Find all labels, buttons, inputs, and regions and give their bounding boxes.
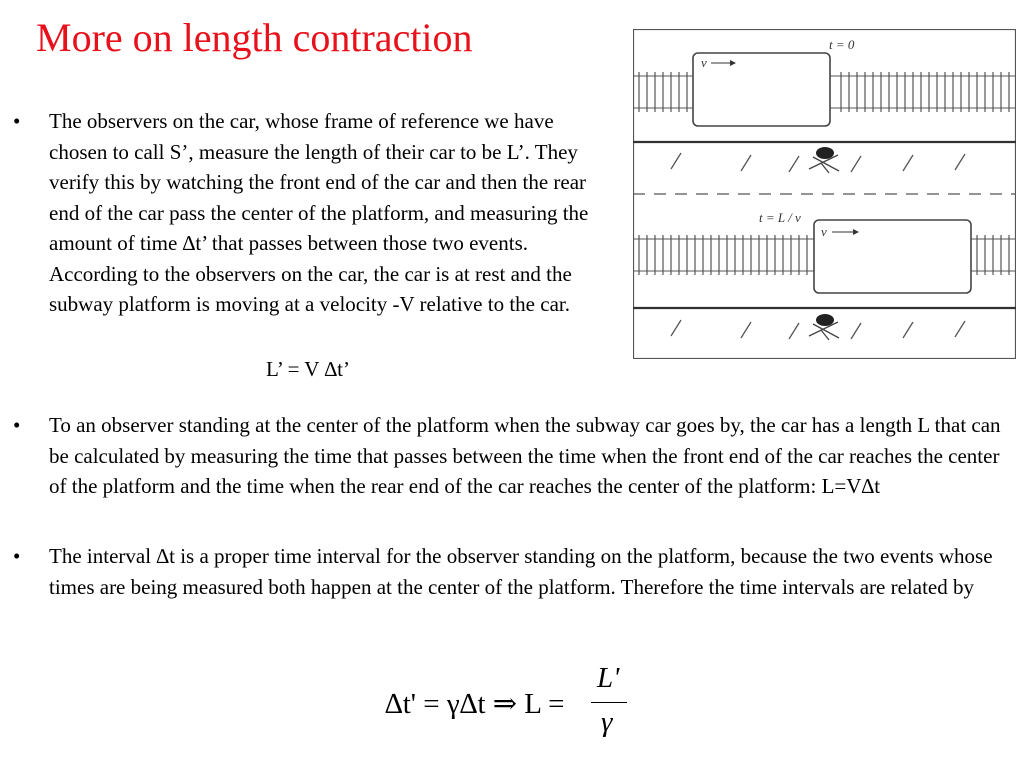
formula-lhs: ∆t' = γ∆t ⇒ L = [385, 688, 565, 720]
formula-denominator: γ [601, 706, 613, 738]
bullet-proper-time [13, 541, 1014, 602]
bullet-marker: • [13, 413, 21, 437]
subway-car [814, 220, 971, 293]
time-label-t0: t = 0 [829, 37, 855, 52]
time-label-t-lv: t = L / v [759, 210, 801, 225]
bullet-text: The observers on the car, whose frame of reference we have chosen to call S’, measure the length of their car to be L’. They verify this by watching the front end of the car and then the rear end of the car pass the center of the platform, and measuring the amount of time ∆t’ that passes between those two events. According to the observers on the car, the car is at rest and the subway platform is moving at a velocity -V relative to the car. [49, 109, 589, 316]
length-contraction-formula [385, 662, 635, 747]
bullet-text: The interval ∆t is a proper time interval for the observer standing on the platform, because the two events whose times are being measured both happen at the center of the platform. Therefore the time intervals are related by [49, 544, 993, 599]
fraction-bar [591, 702, 627, 703]
subway-diagram [633, 29, 1016, 359]
velocity-label: v [821, 224, 827, 239]
bullet-marker: • [13, 109, 21, 133]
formula-numerator: L' [597, 662, 620, 694]
bullet-text: To an observer standing at the center of the platform when the subway car goes by, the car has a length L that can be calculated by measuring the time that passes between the time when the front end of the car reaches the center of the platform and the time when the rear end of the car reaches the center of the platform: L=V∆t [49, 413, 1001, 498]
subway-car [693, 53, 830, 126]
bullet-platform-observer [13, 410, 1004, 502]
velocity-label: v [701, 55, 707, 70]
bullet-marker: • [13, 544, 21, 568]
bullet-car-observers [13, 106, 615, 320]
equation-length-prime: L’ = V ∆t’ [266, 357, 351, 381]
slide-title: More on length contraction [36, 15, 473, 60]
